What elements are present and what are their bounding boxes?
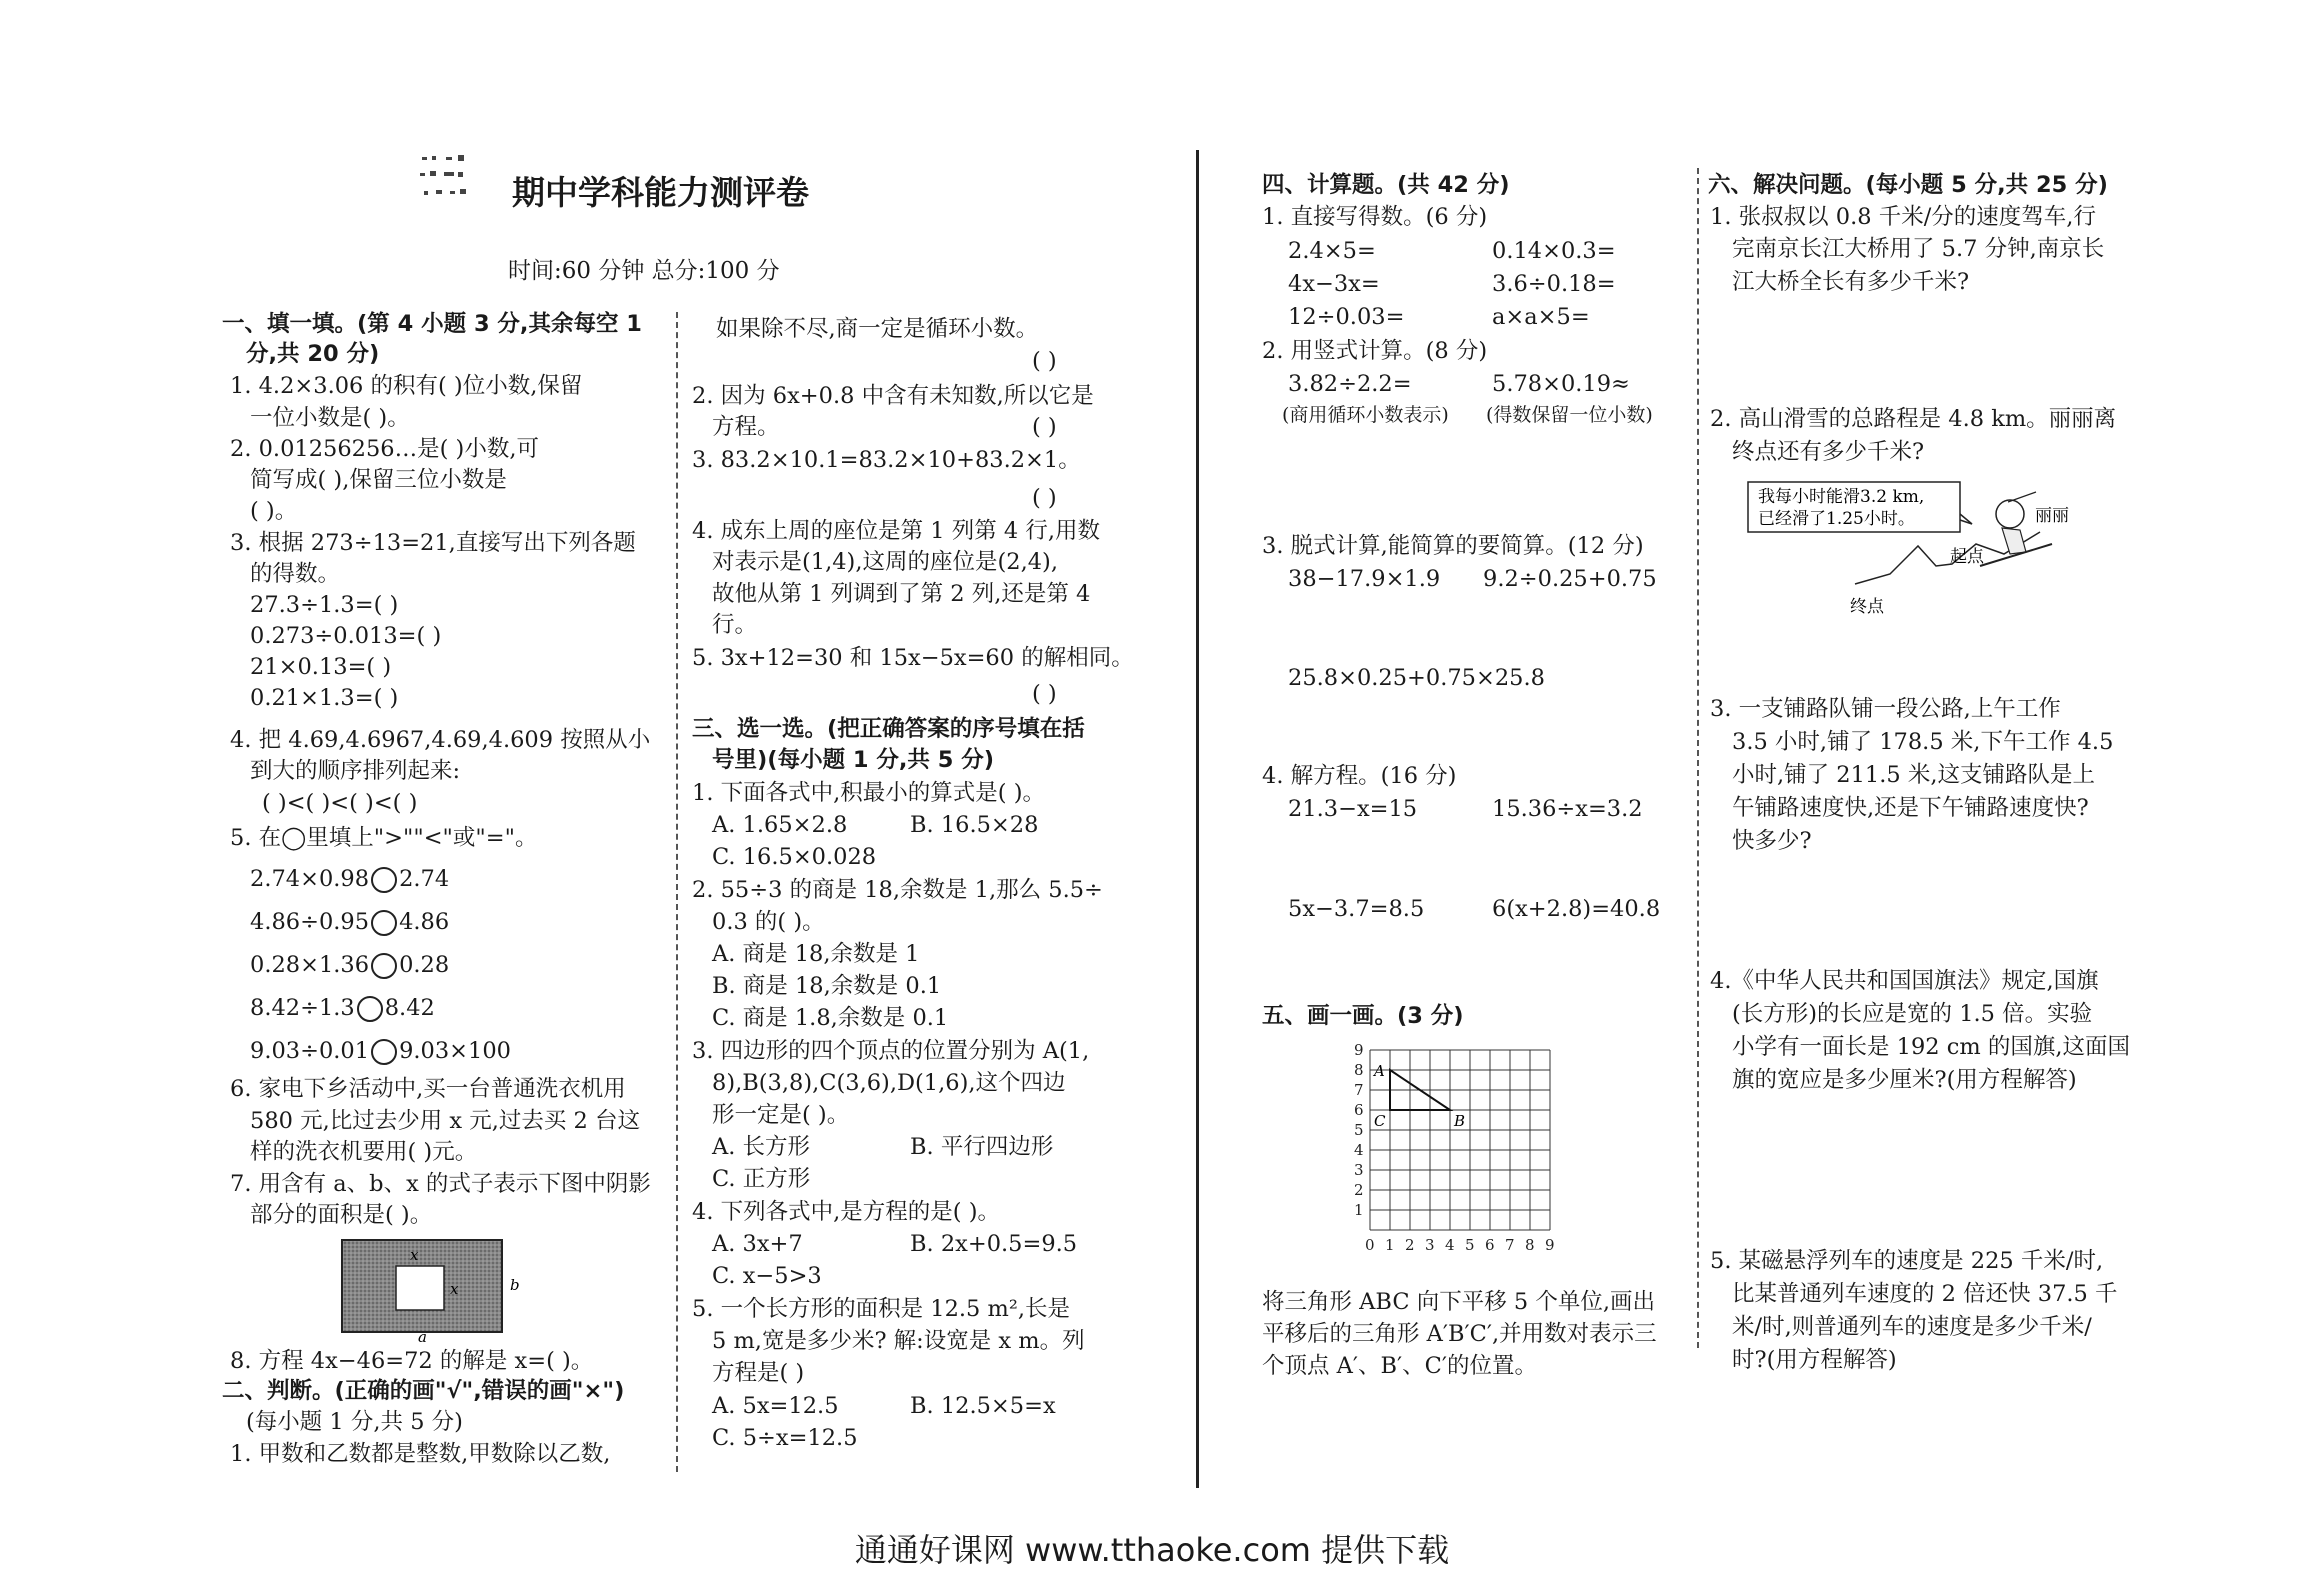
y-tick-label: 7 xyxy=(1354,1081,1364,1099)
question-text: 的得数。 xyxy=(250,561,341,587)
shaded-area-figure xyxy=(340,1238,530,1346)
question-text: 21×0.13=( ) xyxy=(250,654,392,680)
compare-row xyxy=(250,867,449,893)
section-heading: 三、选一选。(把正确答案的序号填在括 xyxy=(692,716,1085,742)
speech-line: 我每小时能滑3.2 km, xyxy=(1758,487,1925,507)
question-text: (长方形)的长应是宽的 1.5 倍。实验 xyxy=(1732,1001,2093,1027)
compare-left: 8.42÷1.3 xyxy=(250,995,355,1021)
question-text: 部分的面积是( )。 xyxy=(250,1202,433,1228)
question-text: 580 元,比过去少用 x 元,过去买 2 台这 xyxy=(250,1108,641,1134)
question-text: 到大的顺序排列起来: xyxy=(250,758,461,784)
compare-left: 9.03÷0.01 xyxy=(250,1038,370,1064)
note: (得数保留一位小数) xyxy=(1486,404,1653,426)
option[interactable]: C. 16.5×0.028 xyxy=(712,844,877,870)
compare-row xyxy=(250,996,435,1022)
question-text: 旗的宽应是多少厘米?(用方程解答) xyxy=(1732,1067,2077,1093)
question-text: 1. 4.2×3.06 的积有( )位小数,保留 xyxy=(230,373,583,399)
ski-illustration xyxy=(1740,474,2069,624)
compare-right: 4.86 xyxy=(399,909,450,935)
expr: 21.3−x=15 xyxy=(1288,796,1418,822)
y-tick-label: 8 xyxy=(1354,1061,1364,1079)
question-text: 5. 某磁悬浮列车的速度是 225 千米/时, xyxy=(1710,1248,2104,1274)
question-text: 如果除不尽,商一定是循环小数。 xyxy=(716,316,1039,342)
option[interactable]: C. 商是 1.8,余数是 0.1 xyxy=(712,1005,949,1031)
compare-right: 9.03×100 xyxy=(399,1038,511,1064)
y-tick-label: 4 xyxy=(1354,1141,1364,1159)
expr: 15.36÷x=3.2 xyxy=(1492,796,1643,822)
compare-circle[interactable] xyxy=(371,953,397,979)
question-text: ( )。 xyxy=(250,498,298,524)
section-heading: (每小题 1 分,共 5 分) xyxy=(246,1409,463,1435)
end-label: 终点 xyxy=(1850,597,1884,617)
compare-circle[interactable] xyxy=(371,867,397,893)
question-text: 2. 0.01256256…是( )小数,可 xyxy=(230,436,539,462)
question-text: 5. 在◯里填上">""<"或"="。 xyxy=(230,825,538,851)
compare-left: 4.86÷0.95 xyxy=(250,909,370,935)
question-text: 完南京长江大桥用了 5.7 分钟,南京长 xyxy=(1732,236,2105,262)
question-text: 4. 把 4.69,4.6967,4.69,4.609 按照从小 xyxy=(230,727,651,753)
section-heading: 二、判断。(正确的画"√",错误的画"×") xyxy=(222,1378,625,1404)
expr: 5x−3.7=8.5 xyxy=(1288,896,1425,922)
footer-watermark: 通通好课网 www.tthaoke.com 提供下载 xyxy=(854,1531,1450,1569)
section-heading: 四、计算题。(共 42 分) xyxy=(1262,172,1510,198)
question-text: 将三角形 ABC 向下平移 5 个单位,画出 xyxy=(1262,1289,1655,1315)
option[interactable]: B. 12.5×5=x xyxy=(910,1393,1056,1419)
label-x: x xyxy=(450,1280,459,1298)
answer-paren[interactable]: ( ) xyxy=(1032,348,1057,374)
question-text: 4. 成东上周的座位是第 1 列第 4 行,用数 xyxy=(692,518,1101,544)
question-text: 终点还有多少千米? xyxy=(1732,439,1925,465)
expr: 3.82÷2.2= xyxy=(1288,371,1412,397)
option[interactable]: B. 商是 18,余数是 0.1 xyxy=(712,973,942,999)
question-text: 4. 下列各式中,是方程的是( )。 xyxy=(692,1199,1000,1225)
expr: 38−17.9×1.9 xyxy=(1288,566,1441,592)
compare-right: 2.74 xyxy=(399,866,450,892)
option[interactable]: A. 5x=12.5 xyxy=(712,1393,839,1419)
start-label: 起点 xyxy=(1950,547,1984,567)
option[interactable]: A. 商是 18,余数是 1 xyxy=(712,941,920,967)
y-tick-label: 3 xyxy=(1354,1161,1364,1179)
option[interactable]: C. 5÷x=12.5 xyxy=(712,1425,858,1451)
answer-paren[interactable]: ( ) xyxy=(1032,485,1057,511)
expr: 9.2÷0.25+0.75 xyxy=(1483,566,1657,592)
question-text: 0.21×1.3=( ) xyxy=(250,685,399,711)
question-text: 4. 解方程。(16 分) xyxy=(1262,763,1457,789)
skier-name: 丽丽 xyxy=(2035,506,2069,526)
compare-circle[interactable] xyxy=(357,996,383,1022)
question-text: 3. 脱式计算,能简算的要简算。(12 分) xyxy=(1262,533,1644,559)
option[interactable]: C. 正方形 xyxy=(712,1166,811,1192)
coordinate-grid xyxy=(1340,1030,1600,1270)
x-tick-label: 7 xyxy=(1505,1236,1515,1254)
question-text: 5 m,宽是多少米? 解:设宽是 x m。列 xyxy=(712,1328,1085,1354)
point-B-label: B xyxy=(1454,1112,1466,1130)
section-heading: 一、填一填。(第 4 小题 3 分,其余每空 1 xyxy=(222,311,642,337)
expr: 5.78×0.19≈ xyxy=(1492,371,1630,397)
question-text: 5. 3x+12=30 和 15x−5x=60 的解相同。 xyxy=(692,645,1134,671)
question-text: 比某普通列车速度的 2 倍还快 37.5 千 xyxy=(1732,1281,2118,1307)
x-tick-label: 2 xyxy=(1405,1236,1415,1254)
expr: 3.6÷0.18= xyxy=(1492,271,1616,297)
section-heading: 号里)(每小题 1 分,共 5 分) xyxy=(712,747,995,773)
compare-row xyxy=(250,910,449,936)
question-text: 米/时,则普通列车的速度是多少千米/ xyxy=(1732,1314,2092,1340)
question-text: 3. 根据 273÷13=21,直接写出下列各题 xyxy=(230,530,636,556)
expr: a×a×5= xyxy=(1492,304,1590,330)
question-text: 6. 家电下乡活动中,买一台普通洗衣机用 xyxy=(230,1076,626,1102)
page-title: 期中学科能力测评卷 xyxy=(512,173,809,212)
question-text: 小时,铺了 211.5 米,这支铺路队是上 xyxy=(1732,762,2096,788)
option[interactable]: A. 长方形 xyxy=(712,1134,811,1160)
y-tick-label: 5 xyxy=(1354,1121,1364,1139)
compare-left: 2.74×0.98 xyxy=(250,866,370,892)
x-tick-label: 5 xyxy=(1465,1236,1475,1254)
question-text: 时?(用方程解答) xyxy=(1732,1347,1897,1373)
x-tick-label: 3 xyxy=(1425,1236,1435,1254)
column-divider xyxy=(1697,168,1699,1348)
question-text: 0.3 的( )。 xyxy=(712,909,825,935)
compare-right: 0.28 xyxy=(399,952,450,978)
question-text: 2. 因为 6x+0.8 中含有未知数,所以它是 xyxy=(692,383,1094,409)
question-text: 简写成( ),保留三位小数是 xyxy=(250,467,507,493)
compare-row xyxy=(250,1039,511,1065)
label-a: a xyxy=(418,1328,427,1346)
question-text: 2. 55÷3 的商是 18,余数是 1,那么 5.5÷ xyxy=(692,877,1103,903)
section-heading: 五、画一画。(3 分) xyxy=(1262,1003,1464,1029)
y-tick-label: 6 xyxy=(1354,1101,1364,1119)
question-text: 方程。 xyxy=(712,414,780,440)
column-divider xyxy=(676,312,678,1472)
option[interactable]: C. x−5>3 xyxy=(712,1263,822,1289)
option[interactable]: A. 1.65×2.8 xyxy=(712,812,848,838)
x-tick-label: 6 xyxy=(1485,1236,1495,1254)
question-text: 个顶点 A′、B′、C′的位置。 xyxy=(1262,1353,1537,1379)
page-subtitle: 时间:60 分钟 总分:100 分 xyxy=(508,258,780,284)
logo xyxy=(418,153,468,205)
question-text: 平移后的三角形 A′B′C′,并用数对表示三 xyxy=(1262,1321,1657,1347)
expr: 2.4×5= xyxy=(1288,238,1376,264)
expr: 4x−3x= xyxy=(1288,271,1380,297)
y-tick-label: 2 xyxy=(1354,1181,1364,1199)
question-text: 3. 83.2×10.1=83.2×10+83.2×1。 xyxy=(692,447,1081,473)
question-text: 4.《中华人民共和国国旗法》规定,国旗 xyxy=(1710,968,2099,994)
question-text: 0.273÷0.013=( ) xyxy=(250,623,442,649)
answer-paren[interactable]: ( ) xyxy=(1032,414,1057,440)
question-text: 小学有一面长是 192 cm 的国旗,这面国 xyxy=(1732,1034,2130,1060)
question-text: 27.3÷1.3=( ) xyxy=(250,592,399,618)
point-A-label: A xyxy=(1374,1062,1385,1080)
option[interactable]: B. 16.5×28 xyxy=(910,812,1039,838)
x-tick-label: 4 xyxy=(1445,1236,1455,1254)
point-C-label: C xyxy=(1374,1112,1386,1130)
question-text: 方程是( ) xyxy=(712,1360,805,1386)
page-divider xyxy=(1196,150,1199,1488)
expr: 25.8×0.25+0.75×25.8 xyxy=(1288,665,1545,691)
question-text: ( )<( )<( )<( ) xyxy=(262,790,418,816)
question-text: 8),B(3,8),C(3,6),D(1,6),这个四边 xyxy=(712,1070,1066,1096)
expr: 6(x+2.8)=40.8 xyxy=(1492,896,1661,922)
x-tick-label: 9 xyxy=(1545,1236,1555,1254)
question-text: 1. 直接写得数。(6 分) xyxy=(1262,204,1488,230)
compare-circle[interactable] xyxy=(371,910,397,936)
question-text: 3. 一支铺路队铺一段公路,上午工作 xyxy=(1710,696,2061,722)
question-text: 行。 xyxy=(712,612,758,638)
label-b: b xyxy=(510,1276,520,1294)
option[interactable]: B. 2x+0.5=9.5 xyxy=(910,1231,1078,1257)
compare-right: 8.42 xyxy=(384,995,435,1021)
compare-circle[interactable] xyxy=(371,1039,397,1065)
question-text: 对表示是(1,4),这周的座位是(2,4), xyxy=(712,549,1058,575)
question-text: 形一定是( )。 xyxy=(712,1102,850,1128)
question-text: 5. 一个长方形的面积是 12.5 m²,长是 xyxy=(692,1296,1071,1322)
compare-left: 0.28×1.36 xyxy=(250,952,370,978)
question-text: 3.5 小时,铺了 178.5 米,下午工作 4.5 xyxy=(1732,729,2114,755)
note: (商用循环小数表示) xyxy=(1282,404,1449,426)
question-text: 快多少? xyxy=(1732,828,1812,854)
speech-line: 已经滑了1.25小时。 xyxy=(1758,509,1915,529)
question-text: 2. 高山滑雪的总路程是 4.8 km。丽丽离 xyxy=(1710,406,2117,432)
question-text: 1. 下面各式中,积最小的算式是( )。 xyxy=(692,780,1045,806)
question-text: 1. 甲数和乙数都是整数,甲数除以乙数, xyxy=(230,1441,611,1467)
x-tick-label: 8 xyxy=(1525,1236,1535,1254)
question-text: 7. 用含有 a、b、x 的式子表示下图中阴影 xyxy=(230,1171,651,1197)
expr: 12÷0.03= xyxy=(1288,304,1405,330)
section-heading: 六、解决问题。(每小题 5 分,共 25 分) xyxy=(1708,172,2108,198)
answer-paren[interactable]: ( ) xyxy=(1032,681,1057,707)
option[interactable]: B. 平行四边形 xyxy=(910,1134,1054,1160)
question-text: 江大桥全长有多少千米? xyxy=(1732,269,1970,295)
x-tick-label: 1 xyxy=(1385,1236,1395,1254)
question-text: 3. 四边形的四个顶点的位置分别为 A(1, xyxy=(692,1038,1090,1064)
question-text: 一位小数是( )。 xyxy=(250,405,410,431)
y-tick-label: 1 xyxy=(1354,1201,1364,1219)
expr: 0.14×0.3= xyxy=(1492,238,1616,264)
x-tick-label: 0 xyxy=(1365,1236,1375,1254)
question-text: 2. 用竖式计算。(8 分) xyxy=(1262,338,1488,364)
question-text: 故他从第 1 列调到了第 2 列,还是第 4 xyxy=(712,581,1091,607)
section-heading: 分,共 20 分) xyxy=(246,341,380,367)
option[interactable]: A. 3x+7 xyxy=(712,1231,803,1257)
question-text: 1. 张叔叔以 0.8 千米/分的速度驾车,行 xyxy=(1710,204,2096,230)
label-x: x xyxy=(410,1246,419,1264)
y-tick-label: 9 xyxy=(1354,1041,1364,1059)
question-text: 午铺路速度快,还是下午铺路速度快? xyxy=(1732,795,2089,821)
compare-row xyxy=(250,953,449,979)
question-text: 8. 方程 4x−46=72 的解是 x=( )。 xyxy=(230,1348,594,1374)
question-text: 样的洗衣机要用( )元。 xyxy=(250,1139,478,1165)
